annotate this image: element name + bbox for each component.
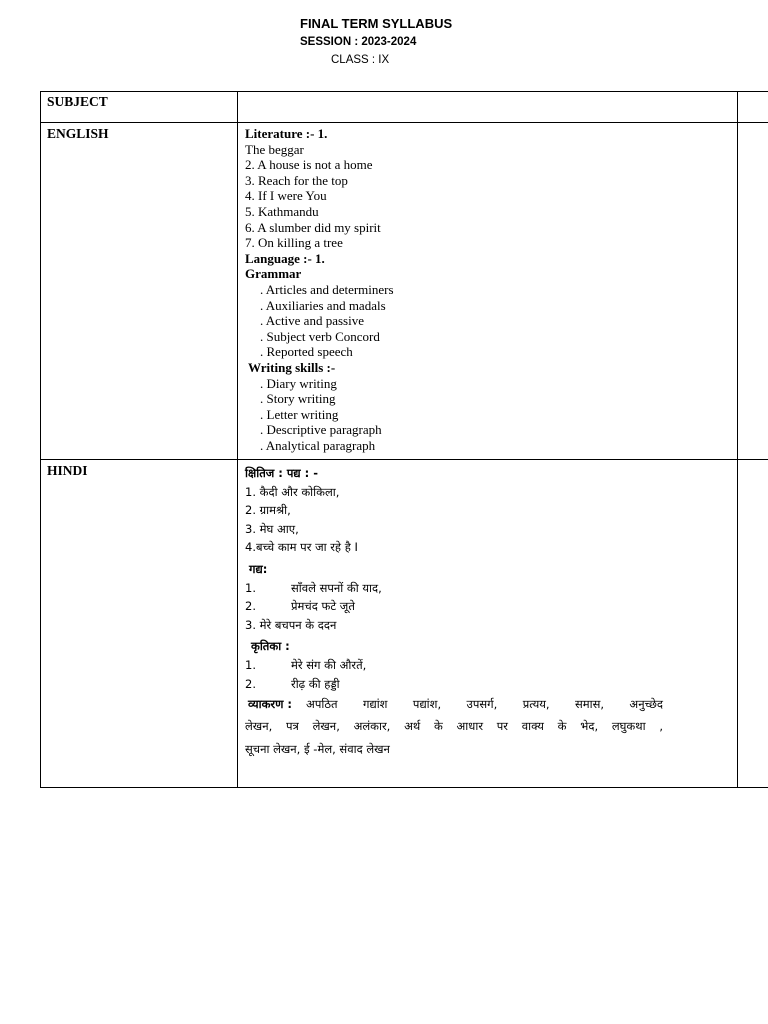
- gadya-label: गद्य:: [249, 561, 268, 576]
- list-item: 2. ग्रामश्री,: [245, 503, 291, 517]
- table-border-top: [40, 91, 768, 92]
- item-number: 1.: [245, 580, 256, 595]
- list-item: [245, 597, 663, 616]
- item-text: मेरे संग की औरतें,: [291, 658, 367, 672]
- kritika-label: कृतिका :: [251, 639, 290, 653]
- list-item: 6. A slumber did my spirit: [245, 219, 381, 235]
- class-label: CLASS : IX: [331, 54, 390, 66]
- literature-label: Literature :- 1.: [245, 126, 328, 141]
- session-label: SESSION : 2023-2024: [300, 36, 417, 48]
- list-item: 3. मेघ आए,: [245, 521, 299, 536]
- row-divider-1: [40, 122, 768, 123]
- vyakaran-label: व्याकरण :: [248, 697, 293, 711]
- list-item: 3. Reach for the top: [245, 172, 348, 188]
- item-text: साँवले सपनों की याद,: [291, 580, 382, 595]
- vyakaran-text-2: लेखन, पत्र लेखन, अलंकार, अर्थ के आधार पर वाक्य के भेद, लघुकथा ,: [245, 719, 663, 733]
- list-item: . Articles and determiners: [260, 281, 394, 297]
- list-item: . Descriptive paragraph: [260, 422, 382, 438]
- item-number: 2.: [245, 676, 256, 691]
- item-text: प्रेमचंद फटे जूते: [291, 599, 355, 613]
- language-label: Language :- 1.: [245, 250, 325, 266]
- table-border-left: [40, 91, 41, 788]
- item-number: 1.: [245, 658, 256, 672]
- list-item: . Story writing: [260, 391, 336, 407]
- subject-hindi: HINDI: [47, 463, 88, 478]
- list-item: . Auxiliaries and madals: [260, 297, 386, 313]
- list-item: 7. On killing a tree: [245, 235, 343, 251]
- list-item: 4.बच्चे काम पर जा रहे है I: [245, 540, 358, 554]
- english-syllabus: [245, 126, 394, 453]
- grammar-label: Grammar: [245, 266, 302, 282]
- list-item: . Subject verb Concord: [260, 328, 380, 344]
- item-number: 2.: [245, 599, 256, 613]
- list-item: . Analytical paragraph: [260, 437, 376, 453]
- subject-english: ENGLISH: [47, 126, 109, 141]
- list-item: . Reported speech: [260, 344, 353, 360]
- column-divider-2: [737, 91, 738, 788]
- column-divider-1: [237, 91, 238, 788]
- list-item: [245, 675, 663, 694]
- hindi-syllabus: [245, 464, 663, 761]
- row-divider-2: [40, 459, 768, 460]
- vyakaran-text-3: सूचना लेखन, ई -मेल, संवाद लेखन: [245, 742, 390, 756]
- list-item: The beggar: [245, 141, 304, 157]
- list-item: [245, 579, 663, 598]
- document-title: FINAL TERM SYLLABUS: [300, 16, 453, 31]
- vyakaran-text-1: अपठित गद्यांश पद्यांश, उपसर्ग, प्रत्यय, समास, अनुच्छेद: [306, 697, 663, 711]
- list-item: 1. कैदी और कोकिला,: [245, 484, 340, 499]
- kshitij-label: क्षितिज : पद्य : -: [245, 466, 319, 480]
- list-item: 2. A house is not a home: [245, 157, 373, 173]
- list-item: 3. मेरे बचपन के ददन: [245, 617, 337, 632]
- list-item: 5. Kathmandu: [245, 203, 319, 219]
- list-item: . Letter writing: [260, 406, 339, 422]
- list-item: . Diary writing: [260, 375, 337, 391]
- vyakaran-line-1: [245, 693, 663, 715]
- writing-skills-label: Writing skills :-: [248, 359, 336, 375]
- table-border-bottom: [40, 787, 768, 788]
- subject-header: SUBJECT: [47, 94, 108, 109]
- item-text: रीढ़ की हड्डी: [291, 676, 340, 691]
- list-item: [245, 656, 663, 675]
- list-item: 4. If I were You: [245, 188, 327, 204]
- list-item: . Active and passive: [260, 313, 364, 329]
